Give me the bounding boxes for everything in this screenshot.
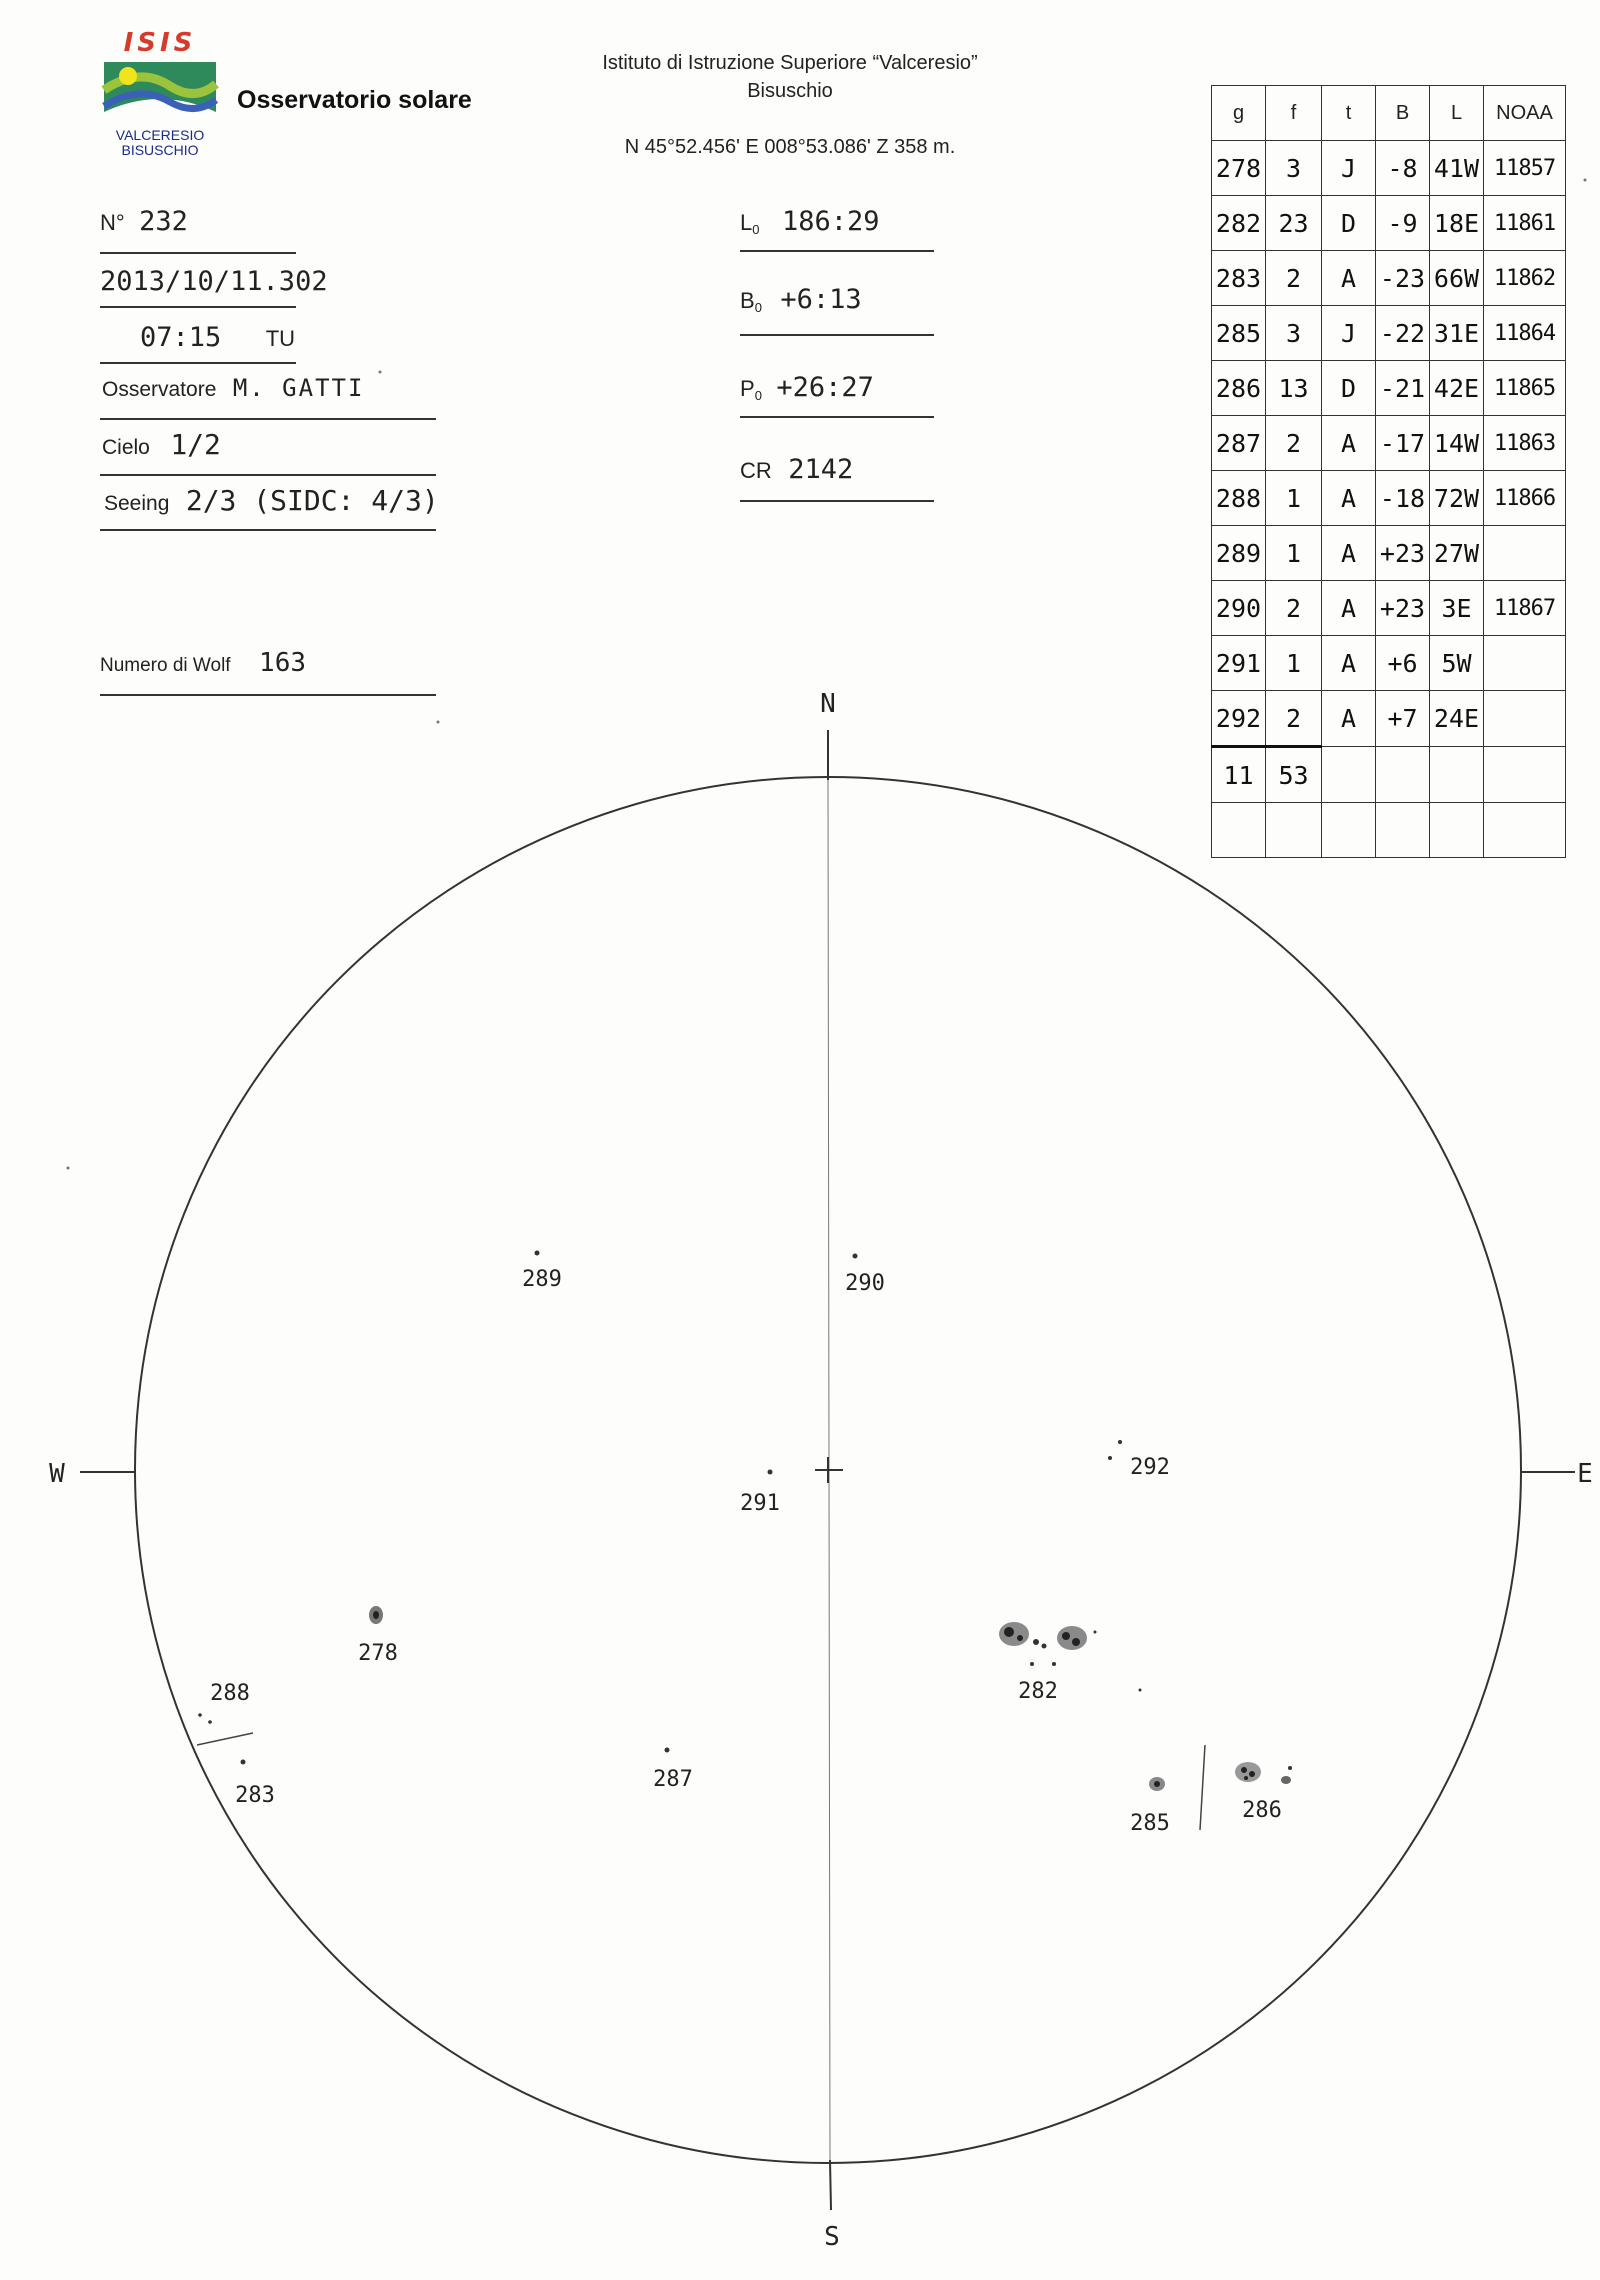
- cell-longitude: 31E: [1430, 306, 1484, 361]
- sunspot-group-285: [1130, 1777, 1170, 1836]
- cell-longitude: 18E: [1430, 196, 1484, 251]
- cell-latitude: +23: [1376, 526, 1430, 581]
- south-label: S: [824, 2222, 840, 2252]
- p0-label: P: [740, 376, 755, 401]
- group-separator-288-283: [197, 1733, 253, 1745]
- header-noaa: NOAA: [1484, 86, 1566, 141]
- north-label: N: [820, 689, 836, 719]
- cell-latitude: -9: [1376, 196, 1430, 251]
- cell-longitude: 66W: [1430, 251, 1484, 306]
- cell-longitude: 24E: [1430, 691, 1484, 747]
- sunspot-group-291: [740, 1470, 780, 1517]
- cell-group: 291: [1212, 636, 1266, 691]
- cell-type: D: [1322, 361, 1376, 416]
- cell-group: 278: [1212, 141, 1266, 196]
- sunspot-group-287: [653, 1748, 693, 1793]
- cell-noaa: 11866: [1484, 471, 1566, 526]
- b0-label: B: [740, 288, 755, 313]
- cell-type: J: [1322, 141, 1376, 196]
- wolf-number-label: Numero di Wolf: [100, 655, 231, 676]
- observer-value: M. GATTI: [232, 374, 365, 402]
- sunspot-group-283: [235, 1760, 275, 1809]
- cell-type: A: [1322, 471, 1376, 526]
- seeing-label: Seeing: [104, 492, 170, 515]
- cell-group: 292: [1212, 691, 1266, 747]
- p0-sub: 0: [754, 388, 762, 404]
- cell-latitude: +6: [1376, 636, 1430, 691]
- spot-label-292: 292: [1130, 1455, 1170, 1480]
- cell-group: 285: [1212, 306, 1266, 361]
- cell-latitude: -22: [1376, 306, 1430, 361]
- cell-type: A: [1322, 636, 1376, 691]
- cell-longitude: 42E: [1430, 361, 1484, 416]
- cell-latitude: -18: [1376, 471, 1430, 526]
- cr-label: CR: [740, 458, 772, 483]
- spot-label-288: 288: [210, 1681, 250, 1706]
- observatory-title: Osservatorio solare: [237, 86, 472, 114]
- cell-type: A: [1322, 251, 1376, 306]
- logo-line2: BISUSCHIO: [121, 142, 199, 158]
- report-number-label: N°: [100, 210, 125, 235]
- spot-label-289: 289: [522, 1267, 562, 1292]
- b0-value: +6:13: [780, 284, 862, 315]
- sunspot-group-286: [1235, 1762, 1292, 1823]
- cell-spots: 2: [1266, 416, 1322, 471]
- sunspot-group-282: [999, 1622, 1142, 1704]
- header-spots: f: [1266, 86, 1322, 141]
- cell-group: 283: [1212, 251, 1266, 306]
- cell-group: 286: [1212, 361, 1266, 416]
- cell-type: J: [1322, 306, 1376, 361]
- cell-noaa: 11861: [1484, 196, 1566, 251]
- time-unit-label: TU: [265, 326, 296, 351]
- sunspot-group-278: [358, 1606, 398, 1666]
- west-label: W: [49, 1459, 65, 1489]
- east-label: E: [1577, 1459, 1593, 1489]
- cell-longitude: 3E: [1430, 581, 1484, 636]
- cell-type: A: [1322, 691, 1376, 747]
- cell-group: 11: [1212, 747, 1266, 803]
- institute-name: Istituto di Istruzione Superiore “Valceresio”: [602, 52, 978, 74]
- cell-latitude: -17: [1376, 416, 1430, 471]
- sky-label: Cielo: [102, 436, 150, 459]
- cell-group: 287: [1212, 416, 1266, 471]
- cell-spots: 53: [1266, 747, 1322, 803]
- institute-town: Bisuschio: [747, 80, 833, 102]
- spot-label-278: 278: [358, 1641, 398, 1666]
- b0-sub: 0: [754, 300, 762, 316]
- cell-noaa: 11867: [1484, 581, 1566, 636]
- spot-label-287: 287: [653, 1767, 693, 1792]
- cell-latitude: -21: [1376, 361, 1430, 416]
- sunspot-group-290: [845, 1254, 885, 1297]
- report-number-value: 232: [139, 206, 188, 237]
- sunspot-group-289: [522, 1251, 562, 1293]
- observatory-coordinates: N 45°52.456' E 008°53.086' Z 358 m.: [624, 136, 956, 158]
- header-group: g: [1212, 86, 1266, 141]
- spot-label-290: 290: [845, 1271, 885, 1296]
- seeing-value: 2/3 (SIDC: 4/3): [185, 484, 439, 517]
- wolf-number-value: 163: [259, 648, 307, 678]
- p0-value: +26:27: [776, 372, 874, 403]
- cell-spots: 1: [1266, 471, 1322, 526]
- header-type: t: [1322, 86, 1376, 141]
- south-tick: [830, 2160, 831, 2210]
- cr-value: 2142: [788, 454, 854, 485]
- cell-longitude: 27W: [1430, 526, 1484, 581]
- cell-longitude: 41W: [1430, 141, 1484, 196]
- observer-label: Osservatore: [102, 378, 217, 401]
- spot-label-291: 291: [740, 1491, 780, 1516]
- sunspot-group-292: [1108, 1440, 1170, 1480]
- spot-label-285: 285: [1130, 1811, 1170, 1836]
- cell-longitude: 72W: [1430, 471, 1484, 526]
- cell-spots: 3: [1266, 306, 1322, 361]
- cell-noaa: 11862: [1484, 251, 1566, 306]
- cell-group: 290: [1212, 581, 1266, 636]
- cell-latitude: +7: [1376, 691, 1430, 747]
- cell-group: 288: [1212, 471, 1266, 526]
- cell-latitude: -23: [1376, 251, 1430, 306]
- logo-word: ISIS: [123, 28, 197, 58]
- sunspot-group-288: [198, 1681, 250, 1724]
- observation-date: 2013/10/11.302: [100, 266, 328, 297]
- cell-type: D: [1322, 196, 1376, 251]
- cell-noaa: 11857: [1484, 141, 1566, 196]
- spot-label-283: 283: [235, 1783, 275, 1808]
- cell-type: A: [1322, 526, 1376, 581]
- cell-spots: 1: [1266, 636, 1322, 691]
- cell-spots: 2: [1266, 581, 1322, 636]
- cell-spots: 2: [1266, 691, 1322, 747]
- header-latitude: B: [1376, 86, 1430, 141]
- sky-value: 1/2: [170, 428, 221, 461]
- cell-spots: 13: [1266, 361, 1322, 416]
- l0-label: L: [740, 210, 753, 235]
- cell-type: A: [1322, 416, 1376, 471]
- cell-noaa: 11865: [1484, 361, 1566, 416]
- observation-time-value: 07:15: [140, 322, 222, 353]
- cell-spots: 23: [1266, 196, 1322, 251]
- cell-noaa: 11864: [1484, 306, 1566, 361]
- cell-group: 282: [1212, 196, 1266, 251]
- logo-line1: VALCERESIO: [115, 127, 205, 143]
- cell-noaa: 11863: [1484, 416, 1566, 471]
- header-longitude: L: [1430, 86, 1484, 141]
- cell-spots: 1: [1266, 526, 1322, 581]
- cell-spots: 3: [1266, 141, 1322, 196]
- spot-label-286: 286: [1242, 1798, 1282, 1823]
- l0-sub: 0: [752, 222, 760, 238]
- spot-label-282: 282: [1018, 1679, 1058, 1704]
- group-separator-285-286: [1200, 1745, 1205, 1830]
- cell-group: 289: [1212, 526, 1266, 581]
- cell-type: A: [1322, 581, 1376, 636]
- cell-latitude: -8: [1376, 141, 1430, 196]
- cell-longitude: 5W: [1430, 636, 1484, 691]
- cell-spots: 2: [1266, 251, 1322, 306]
- cell-longitude: 14W: [1430, 416, 1484, 471]
- cell-latitude: +23: [1376, 581, 1430, 636]
- l0-value: 186:29: [781, 206, 880, 237]
